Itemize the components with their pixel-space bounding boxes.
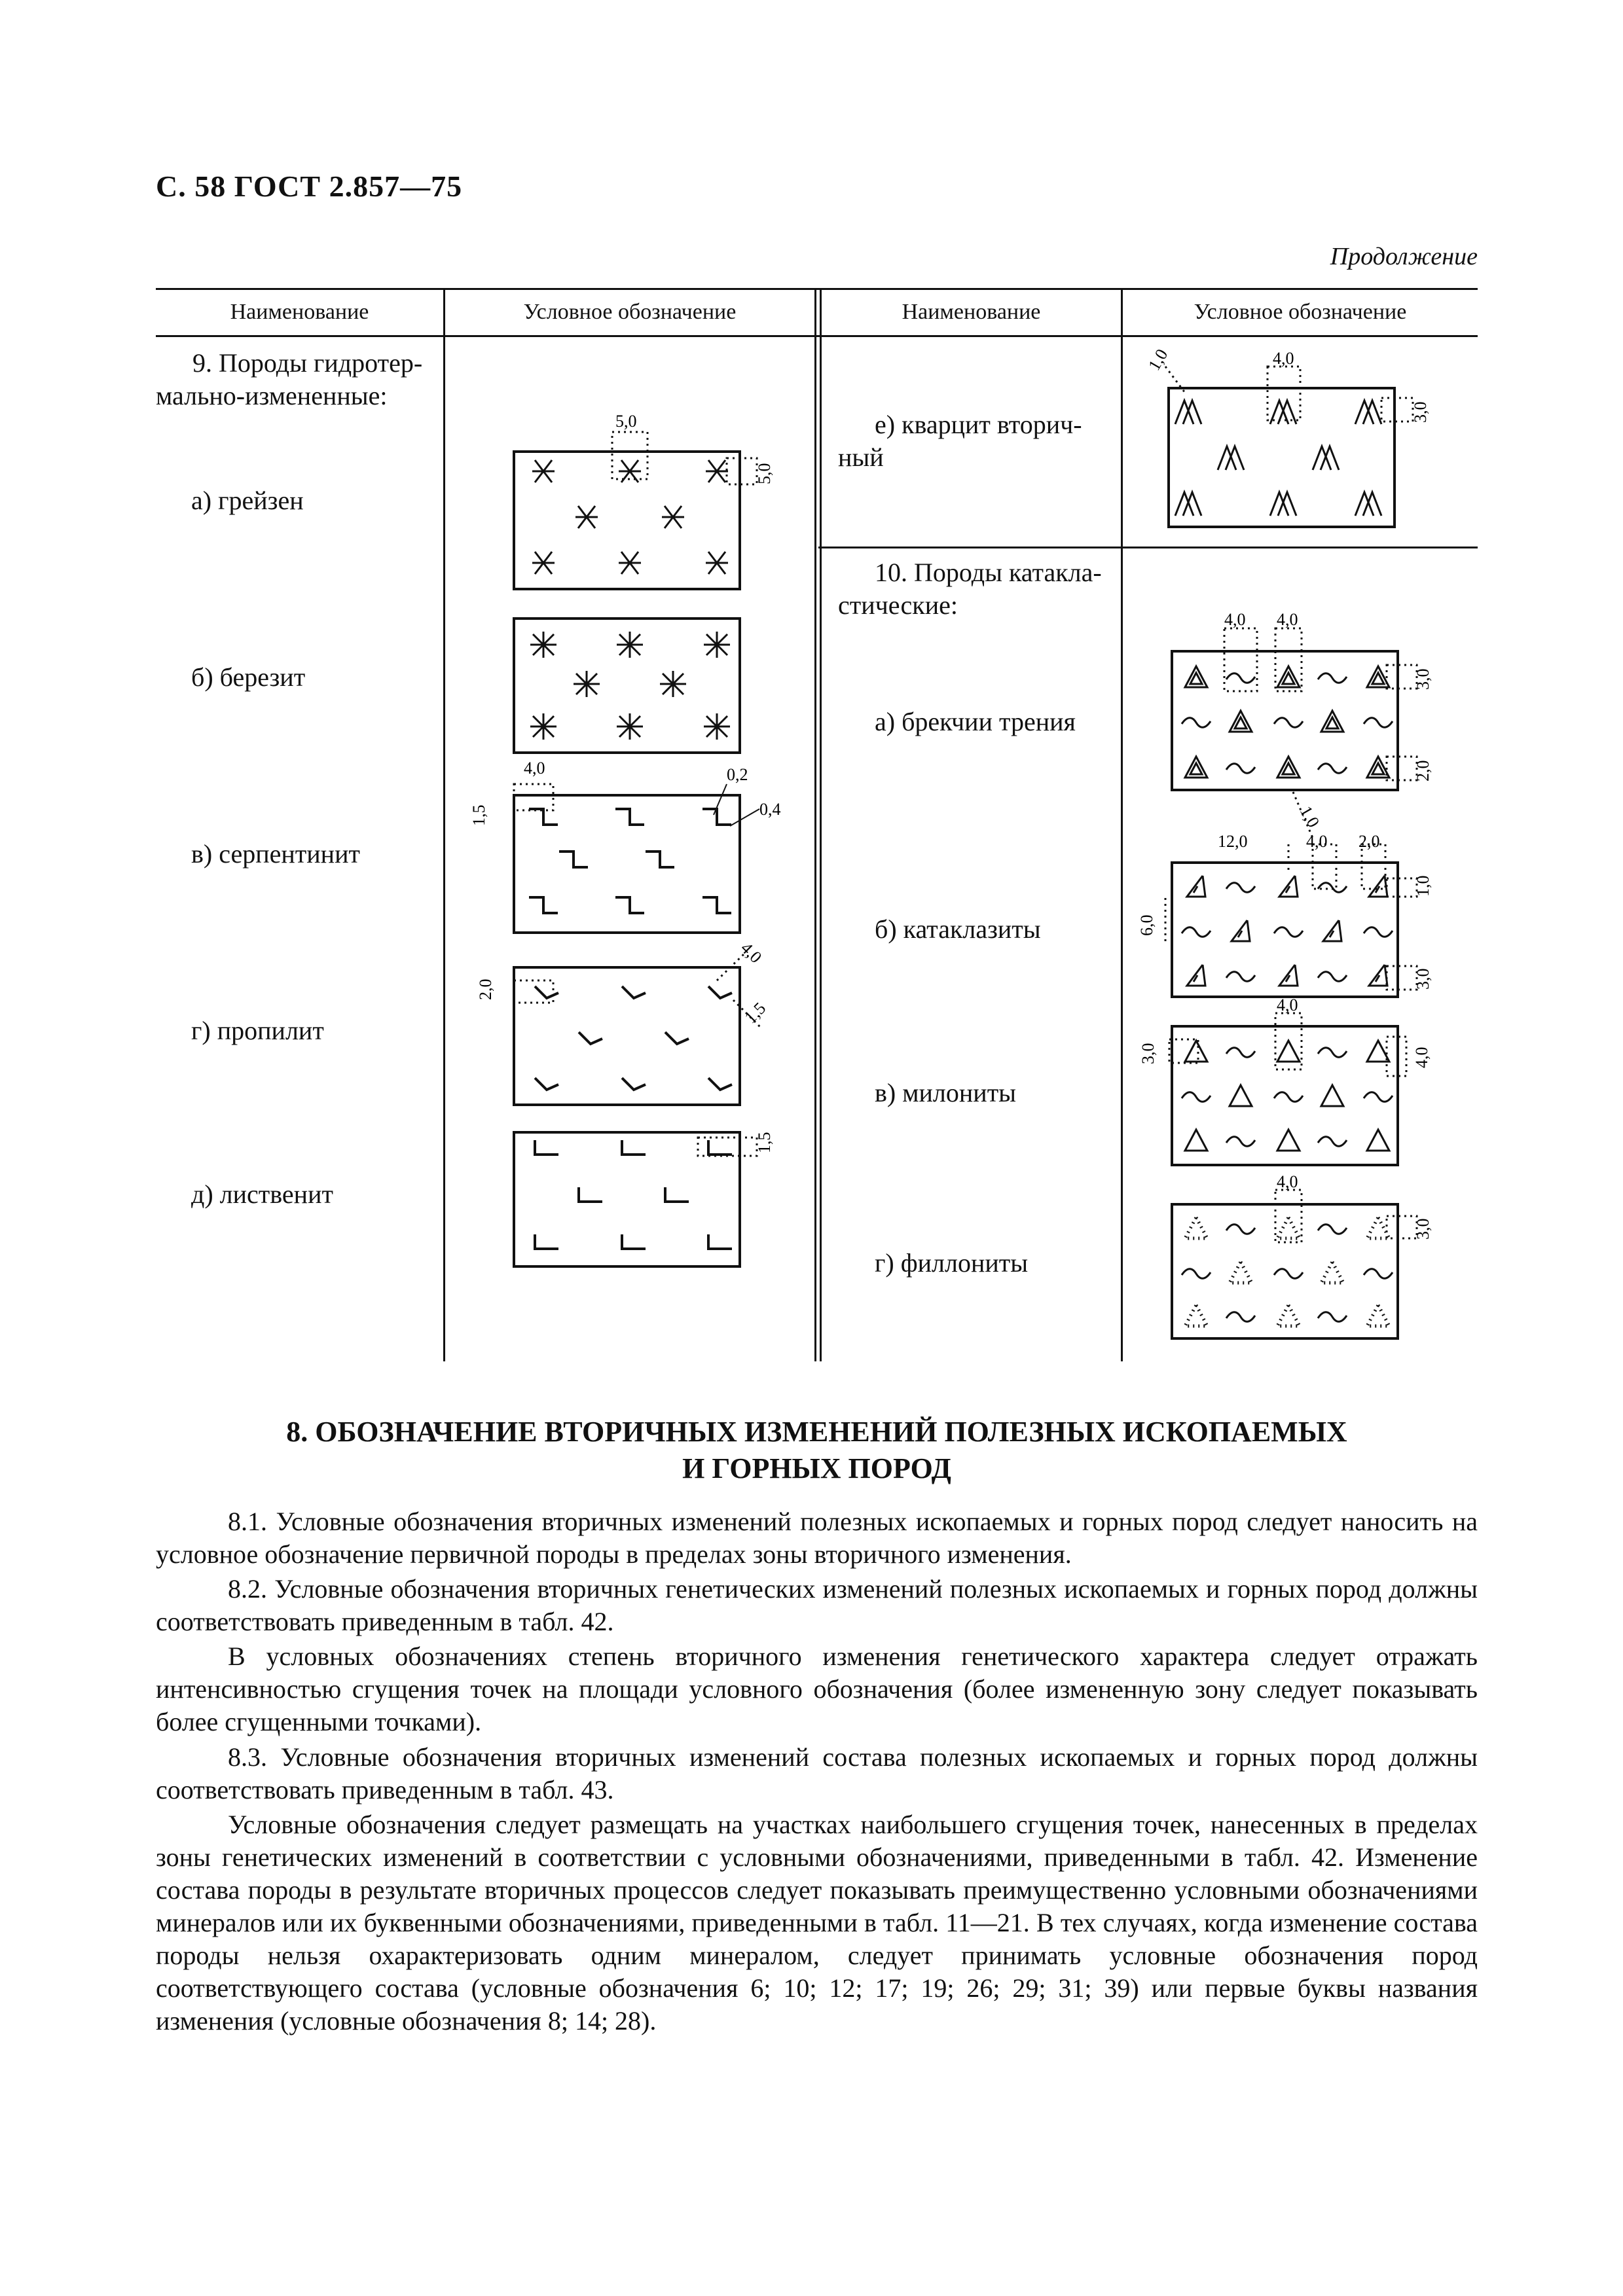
paragraph-8-3: 8.3. Условные обозначения вторичных изменений состава полезных ископаемых и горных пород должны соответствовать приведенным в табл. 43. bbox=[156, 1742, 1478, 1804]
dim-greisen-width: 5,0 bbox=[615, 412, 637, 431]
dim-serp-line: 0,2 bbox=[727, 765, 748, 784]
dim-listv-height: 1,5 bbox=[755, 1132, 774, 1153]
dim-quartzite-height: 3,0 bbox=[1411, 401, 1430, 423]
label-propylite: г) пропилит bbox=[191, 1016, 324, 1045]
dim-serp-height: 1,5 bbox=[469, 804, 488, 826]
symbol-berezite bbox=[514, 619, 740, 753]
dim-mylon-left: 3,0 bbox=[1139, 1043, 1158, 1064]
label-serpentinite: в) серпентинит bbox=[191, 839, 360, 869]
dim-catacl-tri: 4,0 bbox=[1306, 832, 1328, 851]
section-title: 8. ОБОЗНАЧЕНИЕ ВТОРИЧНЫХ ИЗМЕНЕНИЙ ПОЛЕЗНЫХ ИСКОПАЕМЫХ И ГОРНЫХ ПОРОД bbox=[286, 1416, 1347, 1484]
dim-prop-gap: 1,5 bbox=[740, 998, 770, 1028]
dim-breccia-gap: 2,0 bbox=[1413, 760, 1432, 781]
dim-quartzite-width: 4,0 bbox=[1273, 349, 1294, 368]
column-header-name-left: Наименование bbox=[230, 300, 369, 324]
dim-breccia-height: 3,0 bbox=[1413, 668, 1432, 690]
paragraph-placement: Условные обозначения следует размещать на участках наибольшего сгущения точек, нанесенных в пределах зоны генетических изменений в соответствии с условными обозначениями, приведенными в табл. 42. Изменение состава породы в результате вторичных процессов следует показывать преимущественно условными обозначениями минералов или их буквенными обозначениями, приведенными в табл. 11—21. В тех случаях, когда изменение состава породы нельзя охарактеризовать одним минералом, следует принимать условные обозначения пород соответствующего состава (условные обозначения 6; 10; 12; 17; 19; 26; 29; 31; 39) или первые буквы названия изменения (условные обозначения 8; 14; 28). bbox=[156, 1810, 1478, 2036]
dim-breccia-wave: 4,0 bbox=[1224, 610, 1246, 629]
dim-prop-height: 2,0 bbox=[476, 978, 495, 1000]
symbol-listvenite bbox=[514, 1132, 740, 1266]
group-title-hydrothermal: 9. Породы гидротер- мально-измененные: bbox=[156, 348, 423, 410]
continuation-label: Продолжение bbox=[1330, 243, 1478, 270]
symbol-phyllonites bbox=[1172, 1204, 1398, 1338]
dim-phyllon-width: 4,0 bbox=[1277, 1172, 1298, 1191]
dim-catacl-period: 12,0 bbox=[1218, 832, 1248, 851]
label-mylonites: в) милониты bbox=[875, 1078, 1017, 1107]
group-title-cataclastic: 10. Породы катакла- стические: bbox=[838, 558, 1102, 620]
label-listvenite: д) лиственит bbox=[191, 1179, 333, 1209]
dim-catacl-wave: 2,0 bbox=[1359, 832, 1380, 851]
dim-quartzite-offset: 1,0 bbox=[1144, 346, 1172, 374]
dim-mylon-width: 4,0 bbox=[1277, 996, 1298, 1014]
dim-breccia-tri: 4,0 bbox=[1277, 610, 1298, 629]
paragraph-8-2: 8.2. Условные обозначения вторичных генетических изменений полезных ископаемых и горных пород должны соответствовать приведенным в табл. 42. bbox=[156, 1574, 1478, 1636]
dim-prop-len: 4,0 bbox=[737, 938, 766, 967]
dim-mylon-height: 4,0 bbox=[1412, 1047, 1431, 1068]
dim-serp-stroke: 0,4 bbox=[759, 800, 781, 819]
column-header-symbol-right: Условное обозначение bbox=[1194, 300, 1407, 324]
label-phyllonites: г) филлониты bbox=[875, 1248, 1029, 1278]
dim-catacl-height: 3,0 bbox=[1413, 968, 1432, 990]
dim-phyllon-height: 3,0 bbox=[1413, 1218, 1432, 1240]
label-berezite: б) березит bbox=[191, 662, 306, 692]
label-secondary-quartzite: е) кварцит вторич- ный bbox=[838, 410, 1082, 472]
label-cataclasites: б) катаклазиты bbox=[875, 914, 1041, 944]
paragraph-8-1: 8.1. Условные обозначения вторичных изменений полезных ископаемых и горных пород следует наносить на условное обозначение первичной породы в пределах зоны вторичного изменения. bbox=[156, 1507, 1478, 1569]
dim-serp-width: 4,0 bbox=[524, 759, 545, 778]
label-friction-breccia: а) брекчии трения bbox=[875, 707, 1076, 736]
label-greisen: а) грейзен bbox=[191, 486, 304, 515]
column-header-name-right: Наименование bbox=[902, 300, 1041, 324]
paragraph-degree: В условных обозначениях степень вторичного изменения генетического характера следует отражать интенсивностью сгущения точек на площади условного обозначения (более измененную зону следует показывать более сгущенными точками). bbox=[156, 1641, 1478, 1736]
dim-greisen-height: 5,0 bbox=[755, 463, 774, 484]
page-header: С. 58 ГОСТ 2.857—75 bbox=[156, 170, 463, 203]
dim-catacl-offset: 1,0 bbox=[1413, 875, 1432, 897]
dim-catacl-gap: 1,0 bbox=[1296, 802, 1324, 831]
dim-catacl-row: 6,0 bbox=[1137, 914, 1156, 936]
column-header-symbol-left: Условное обозначение bbox=[523, 300, 737, 324]
